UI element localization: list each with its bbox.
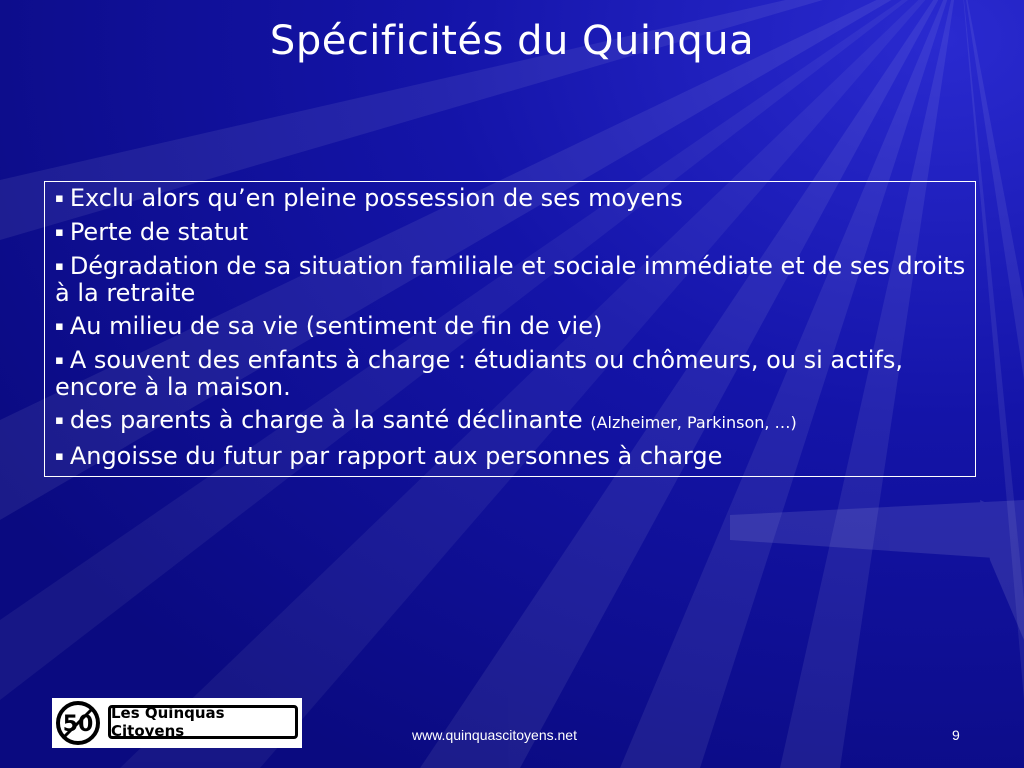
fifty-badge-icon: [54, 700, 102, 746]
bullet-item: [55, 313, 969, 340]
page-number: 9: [952, 727, 960, 743]
square-bullet-icon: ▪: [55, 225, 64, 240]
square-bullet-icon: ▪: [55, 413, 64, 428]
bullet-text: Dégradation de sa situation familiale et sociale immédiate et de ses droits à la retraite: [55, 252, 966, 307]
logo: [52, 698, 302, 748]
square-bullet-icon: ▪: [55, 353, 64, 368]
square-bullet-icon: ▪: [55, 259, 64, 274]
bullet-text: A souvent des enfants à charge : étudiants ou chômeurs, ou si actifs, encore à la maison.: [55, 346, 903, 401]
bullet-text: Angoisse du futur par rapport aux personnes à charge: [69, 442, 723, 470]
logo-badge-number: 50: [62, 712, 94, 737]
bullet-text: Exclu alors qu’en pleine possession de ses moyens: [69, 184, 683, 212]
bullet-item: [55, 407, 969, 436]
logo-text: Les Quinquas Citoyens: [111, 704, 225, 740]
bullet-item: [55, 253, 969, 306]
square-bullet-icon: ▪: [55, 449, 64, 464]
bullet-note: (Alzheimer, Parkinson, …): [590, 413, 797, 432]
square-bullet-icon: ▪: [55, 319, 64, 334]
bullet-item: [55, 443, 969, 470]
bullet-item: [55, 219, 969, 246]
bullet-list: [55, 185, 969, 470]
bullet-text: Perte de statut: [69, 218, 249, 246]
bullet-box: [44, 181, 976, 477]
bullet-text: des parents à charge à la santé déclinante: [69, 406, 591, 434]
bullet-item: [55, 185, 969, 212]
footer-url[interactable]: www.quinquascitoyens.net: [412, 727, 577, 743]
bullet-item: [55, 347, 969, 400]
logo-frame: [108, 705, 298, 739]
bullet-text: Au milieu de sa vie (sentiment de fin de vie): [69, 312, 603, 340]
square-bullet-icon: ▪: [55, 191, 64, 206]
slide-title: Spécificités du Quinqua: [269, 18, 755, 64]
